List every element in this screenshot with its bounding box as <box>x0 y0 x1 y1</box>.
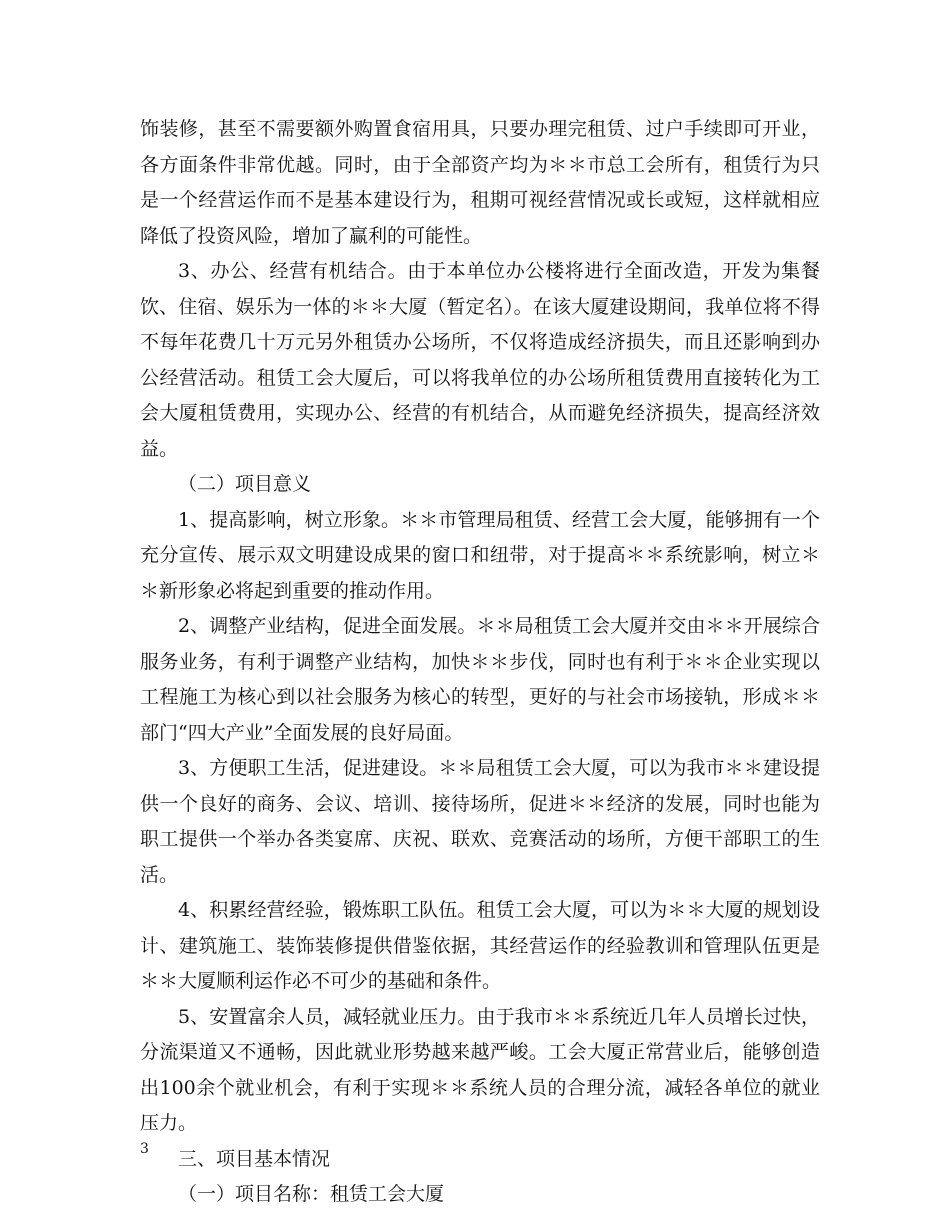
paragraph-significance-2: 2、调整产业结构，促进全面发展。＊＊局租赁工会大厦并交由＊＊开展综合服务业务，有利于调整产业结构，加快＊＊步伐，同时也有利于＊＊企业实现以工程施工为核心到以社会服务为核心的转型，更好的与社会市场接轨，形成＊＊部门“四大产业”全面发展的良好局面。 <box>140 615 820 744</box>
paragraph-significance-5: 5、安置富余人员，减轻就业压力。由于我市＊＊系统近几年人员增长过快，分流渠道又不通畅，因此就业形势越来越严峻。工会大厦正常营业后，能够创造出100余个就业机会，有利于实现＊＊系统人员的合理分流，减轻各单位的就业压力。 <box>140 1005 820 1134</box>
heading-project-significance: （二）项目意义 <box>178 473 312 495</box>
heading-project-basic-info: 三、项目基本情况 <box>178 1147 331 1170</box>
paragraph-significance-3: 3、方便职工生活，促进建设。＊＊局租赁工会大厦，可以为我市＊＊建设提供一个良好的商务、会议、培训、接待场所，促进＊＊经济的发展，同时也能为职工提供一个举办各类宴席、庆祝、联欢、竞赛活动的场所，方便干部职工的生活。 <box>140 757 820 886</box>
document-body <box>140 112 820 1213</box>
paragraph-significance-1: 1、提高影响，树立形象。＊＊市管理局租赁、经营工会大厦，能够拥有一个充分宣传、展示双文明建设成果的窗口和纽带，对于提高＊＊系统影响，树立＊＊新形象必将起到重要的推动作用。 <box>140 508 820 602</box>
paragraph-continuation: 饰装修，甚至不需要额外购置食宿用具，只要办理完租赁、过户手续即可开业，各方面条件非常优越。同时，由于全部资产均为＊＊市总工会所有，租赁行为只是一个经营运作而不是基本建设行为，租期可视经营情况或长或短，这样就相应降低了投资风险，增加了赢利的可能性。 <box>140 118 820 247</box>
paragraph-significance-4: 4、积累经营经验，锻炼职工队伍。租赁工会大厦，可以为＊＊大厦的规划设计、建筑施工、装饰装修提供借鉴依据，其经营运作的经验教训和管理队伍更是＊＊大厦顺利运作必不可少的基础和条件。 <box>140 899 820 992</box>
paragraph-office-operation: 3、办公、经营有机结合。由于本单位办公楼将进行全面改造，开发为集餐饮、住宿、娱乐为一体的＊＊大厦（暂定名）。在该大厦建设期间，我单位将不得不每年花费几十万元另外租赁办公场所，不仅将造成经济损失，而且还影响到办公经营活动。租赁工会大厦后，可以将我单位的办公场所租赁费用直接转化为工会大厦租赁费用，实现办公、经营的有机结合，从而避免经济损失，提高经济效益。 <box>140 260 820 460</box>
subheading-project-name: （一）项目名称：租赁工会大厦 <box>178 1183 445 1205</box>
page-number: 3 <box>140 1141 149 1157</box>
